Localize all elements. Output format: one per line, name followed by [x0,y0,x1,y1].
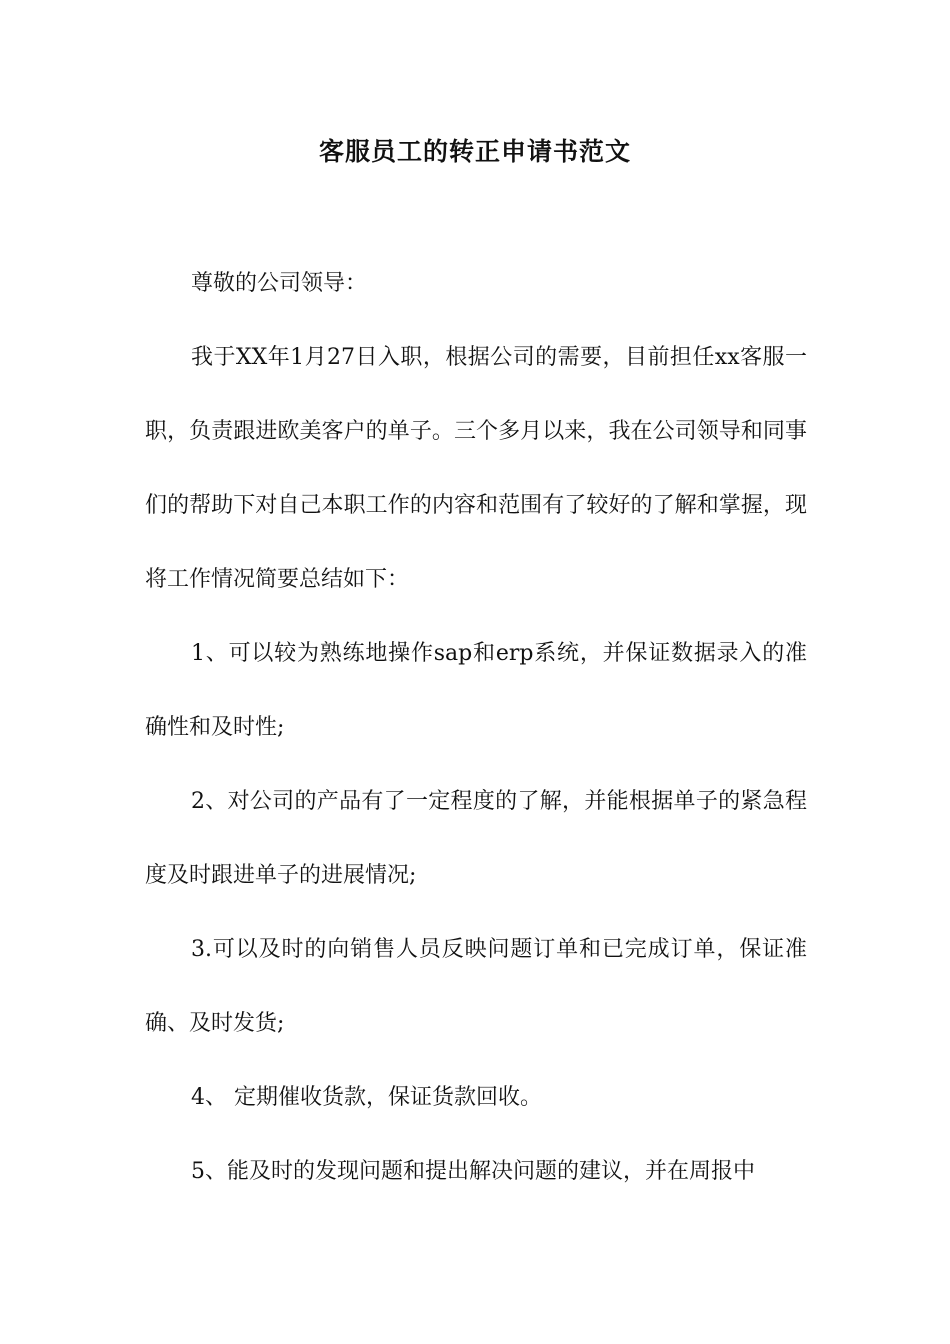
list-item-3: 3.可以及时的向销售人员反映问题订单和已完成订单，保证准确、及时发货; [145,937,807,1036]
salutation: 尊敬的公司领导： [191,271,368,296]
intro-paragraph: 我于XX年1月27日入职，根据公司的需要，目前担任xx客服一职，负责跟进欧美客户的单子。三个多月以来，我在公司领导和同事们的帮助下对自己本职工作的内容和范围有了较好的了解和掌握，现将工作情况简要总结如下： [145,345,807,592]
list-item-1: 1、可以较为熟练地操作sap和erp系统，并保证数据录入的准确性和及时性; [145,641,807,740]
list-item-2: 2、对公司的产品有了一定程度的了解，并能根据单子的紧急程度及时跟进单子的进展情况; [145,789,807,888]
list-item-4: 4、 定期催收货款，保证货款回收。 [191,1085,542,1110]
document-body [145,247,807,1209]
list-item-5: 5、能及时的发现问题和提出解决问题的建议，并在周报中 [191,1159,755,1184]
document-title: 客服员工的转正申请书范文 [318,137,631,166]
